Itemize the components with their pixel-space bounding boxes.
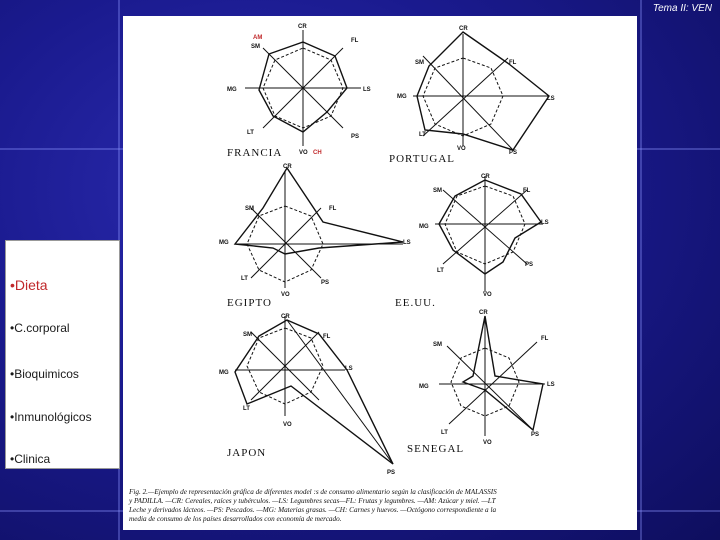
axis-label-lt: LT xyxy=(441,430,448,436)
axis-label-mg: MG xyxy=(219,370,229,376)
country-label-eeuu: EE.UU. xyxy=(395,297,436,309)
axis-label-ps: PS xyxy=(387,470,396,476)
axis-label-fl: FL xyxy=(351,38,359,44)
axis-label-vo: VO xyxy=(283,422,292,428)
axis-label-ls: LS xyxy=(363,87,371,93)
radar-charts-svg xyxy=(123,16,637,530)
axis-label-vo: VO xyxy=(457,146,466,152)
axis-label-ps: PS xyxy=(351,134,360,140)
axis-label-ps: PS xyxy=(321,280,330,286)
axis-label-ls: LS xyxy=(541,220,549,226)
axis-label-sm: SM xyxy=(251,44,260,50)
axis-label-sm: SM xyxy=(245,206,254,212)
axis-label-vo: VO xyxy=(299,150,308,156)
slide-title: Tema II: VEN xyxy=(652,3,712,14)
sidebar-item-label: Dieta xyxy=(14,277,48,293)
axis-label-fl: FL xyxy=(523,188,531,194)
axis-label-sm: SM xyxy=(433,188,442,194)
axis-label-cr: CR xyxy=(459,26,468,32)
sidebar-item-label: Inmunológicos xyxy=(14,410,92,424)
radar-senegal xyxy=(439,316,545,436)
radar-portugal xyxy=(413,32,549,150)
radar-francia xyxy=(245,30,361,146)
caption-line: Fig. 2.—Ejemplo de representación gráfica de diferentes model :s de consumo alimentario según la clasificación de MALASSIS xyxy=(129,488,497,496)
axis-label-fl: FL xyxy=(509,60,517,66)
axis-label-vo: VO xyxy=(483,440,492,446)
axis-label-lt: LT xyxy=(243,406,250,412)
bullet-icon: • xyxy=(10,410,15,424)
annotation-ch: CH xyxy=(313,150,322,156)
scanned-figure xyxy=(123,16,637,530)
axis-label-cr: CR xyxy=(281,314,290,320)
country-label-senegal: SENEGAL xyxy=(407,443,465,455)
axis-label-fl: FL xyxy=(329,206,337,212)
sidebar-item-bioquimicos xyxy=(10,367,79,381)
caption-line: media de consumo de los países desarrollados con economía de mercado. xyxy=(129,515,342,523)
axis-label-fl: FL xyxy=(323,334,331,340)
axis-label-fl: FL xyxy=(541,336,549,342)
axis-label-ps: PS xyxy=(509,150,518,156)
country-label-japon: JAPON xyxy=(227,447,267,459)
axis-label-vo: VO xyxy=(483,292,492,298)
axis-label-cr: CR xyxy=(481,174,490,180)
axis-label-ls: LS xyxy=(547,382,555,388)
axis-label-ls: LS xyxy=(403,240,411,246)
axis-label-mg: MG xyxy=(227,87,237,93)
axis-label-mg: MG xyxy=(419,384,429,390)
axis-label-mg: MG xyxy=(219,240,229,246)
country-label-francia: FRANCIA xyxy=(227,147,283,159)
sidebar-item-c-corporal xyxy=(10,321,70,335)
axis-label-lt: LT xyxy=(241,276,248,282)
sidebar-item-dieta xyxy=(10,277,48,293)
axis-label-ps: PS xyxy=(531,432,540,438)
sidebar-item-clinica xyxy=(10,452,50,466)
caption-line: Leche y derivados lácteos. —PS: Pescados. —MG: Materias grasas. —CH: Carnes y huevos. —Octógono correspondiente a la xyxy=(129,506,497,514)
country-label-egipto: EGIPTO xyxy=(227,297,272,309)
axis-label-vo: VO xyxy=(281,292,290,298)
radar-egipto xyxy=(235,168,403,288)
axis-label-ps: PS xyxy=(525,262,534,268)
sidebar-item-label: Bioquimicos xyxy=(14,367,79,381)
axis-label-lt: LT xyxy=(437,268,444,274)
bullet-icon: • xyxy=(10,277,15,293)
axis-label-ls: LS xyxy=(345,366,353,372)
annotation-am: AM xyxy=(253,35,263,41)
axis-label-mg: MG xyxy=(397,94,407,100)
bullet-icon: • xyxy=(10,367,15,381)
sidebar-item-label: Clinica xyxy=(14,452,51,466)
sidebar-item-label: C.corporal xyxy=(14,321,70,335)
axis-label-mg: MG xyxy=(419,224,429,230)
country-label-portugal: PORTUGAL xyxy=(389,153,456,165)
axis-label-cr: CR xyxy=(298,24,307,30)
axis-label-ls: LS xyxy=(547,96,555,102)
sidebar-item-inmunologicos xyxy=(10,410,92,424)
axis-label-cr: CR xyxy=(479,310,488,316)
axis-label-lt: LT xyxy=(247,130,254,136)
bullet-icon: • xyxy=(10,321,15,335)
axis-label-sm: SM xyxy=(243,332,252,338)
axis-label-cr: CR xyxy=(283,164,292,170)
bullet-icon: • xyxy=(10,452,15,466)
axis-label-lt: LT xyxy=(419,132,426,138)
radar-japon xyxy=(235,316,393,464)
figure-caption xyxy=(129,488,629,524)
axis-label-sm: SM xyxy=(415,60,424,66)
axis-label-sm: SM xyxy=(433,342,442,348)
sidebar-panel xyxy=(5,240,120,469)
caption-line: y PADILLA. —CR: Cereales, raíces y tubérculos. —LS: Legumbres secas—FL: Frutas y legumbres. —AM: Azúcar y miel. —LT xyxy=(129,497,496,505)
